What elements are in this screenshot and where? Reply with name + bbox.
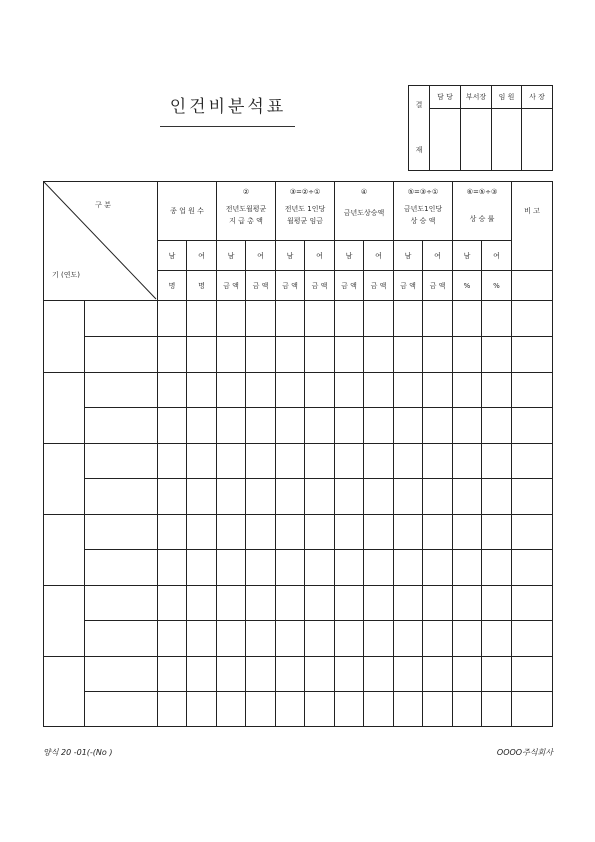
unit-label: % — [493, 282, 500, 290]
company-name: OOOO주식회사 — [496, 748, 553, 757]
gender-female: 여 — [198, 252, 205, 260]
unit-label: 명 — [198, 282, 205, 290]
unit-label: 금 액 — [223, 282, 239, 290]
column-header-label: 금년도1인당 — [403, 205, 443, 213]
table-hline — [157, 270, 552, 271]
column-header-label: 금년도상승액 — [343, 209, 385, 217]
table-vline — [245, 240, 246, 726]
column-header-label: 전년도월평균 — [225, 205, 267, 213]
gender-female: 여 — [434, 252, 441, 260]
table-vline — [275, 182, 276, 726]
gender-male: 남 — [168, 252, 176, 260]
gender-male: 남 — [404, 252, 412, 260]
table-hline — [44, 585, 552, 586]
unit-label: 명 — [168, 282, 176, 290]
table-vline — [334, 182, 335, 726]
unit-label: % — [463, 282, 471, 290]
table-hline — [84, 478, 552, 479]
form-number: 양식 20 -01(-(No ) — [43, 748, 113, 757]
column-header-number: ④ — [360, 188, 368, 196]
unit-label: 금 액 — [370, 282, 387, 290]
title-underline — [160, 126, 295, 127]
gender-female: 여 — [257, 252, 264, 260]
table-hline — [84, 336, 552, 337]
gender-male: 남 — [286, 252, 294, 260]
table-vline — [84, 300, 85, 726]
table-hline — [157, 240, 511, 241]
gender-male: 남 — [227, 252, 235, 260]
gender-female: 여 — [493, 252, 500, 260]
approval-box — [408, 85, 553, 171]
column-header-label: 종 업 원 수 — [170, 207, 204, 215]
table-hline — [84, 407, 552, 408]
gender-male: 남 — [345, 252, 353, 260]
corner-header-label: 구 분 — [95, 201, 111, 209]
table-vline — [393, 182, 394, 726]
unit-label: 금 액 — [341, 282, 357, 290]
table-hline — [84, 549, 552, 550]
table-hline — [44, 372, 552, 373]
gender-female: 여 — [316, 252, 323, 260]
gender-male: 남 — [463, 252, 471, 260]
column-header-label: 상 승 률 — [469, 215, 495, 223]
approval-header-cell: 사 장 — [529, 93, 545, 101]
unit-label: 금 액 — [400, 282, 416, 290]
column-header-number: ③=②÷① — [289, 188, 321, 196]
table-vline — [511, 182, 512, 726]
gender-female: 여 — [375, 252, 382, 260]
unit-label: 금 액 — [282, 282, 298, 290]
table-vline — [481, 240, 482, 726]
table-hline — [44, 656, 552, 657]
remark-header: 비 고 — [524, 207, 540, 215]
table-hline — [44, 514, 552, 515]
table-vline — [186, 240, 187, 726]
table-vline — [452, 182, 453, 726]
unit-label: 금 액 — [429, 282, 446, 290]
corner-diagonal — [44, 182, 157, 300]
table-vline — [216, 182, 217, 726]
column-header-number: ⑤=③÷① — [407, 188, 439, 196]
table-vline — [157, 182, 158, 726]
unit-label: 금 액 — [252, 282, 269, 290]
table-vline — [304, 240, 305, 726]
approval-header-cell: 임 원 — [498, 93, 515, 101]
unit-label: 금 액 — [311, 282, 328, 290]
approval-divider — [429, 108, 552, 109]
table-vline — [363, 240, 364, 726]
column-header-label-2: 상 승 액 — [410, 217, 436, 225]
approval-header-cell: 담 당 — [437, 93, 453, 101]
column-header-number: ② — [242, 188, 250, 196]
table-vline — [422, 240, 423, 726]
corner-year-label: 기 (연도) — [52, 271, 80, 279]
approval-header-cell: 부서장 — [465, 93, 487, 101]
table-hline — [84, 691, 552, 692]
column-header-label-2: 지 급 총 액 — [229, 217, 263, 225]
column-header-label-2: 월평균 임금 — [286, 217, 324, 225]
column-header-label: 전년도 1인당 — [284, 205, 326, 213]
analysis-table — [43, 181, 553, 727]
table-hline — [44, 300, 552, 301]
approval-side-label: 결 — [415, 101, 423, 109]
column-header-number: ⑥=⑤÷③ — [466, 188, 498, 196]
table-hline — [84, 620, 552, 621]
document-title: 인건비분석표 — [169, 97, 287, 117]
approval-side-label: 재 — [415, 146, 423, 154]
table-hline — [44, 443, 552, 444]
